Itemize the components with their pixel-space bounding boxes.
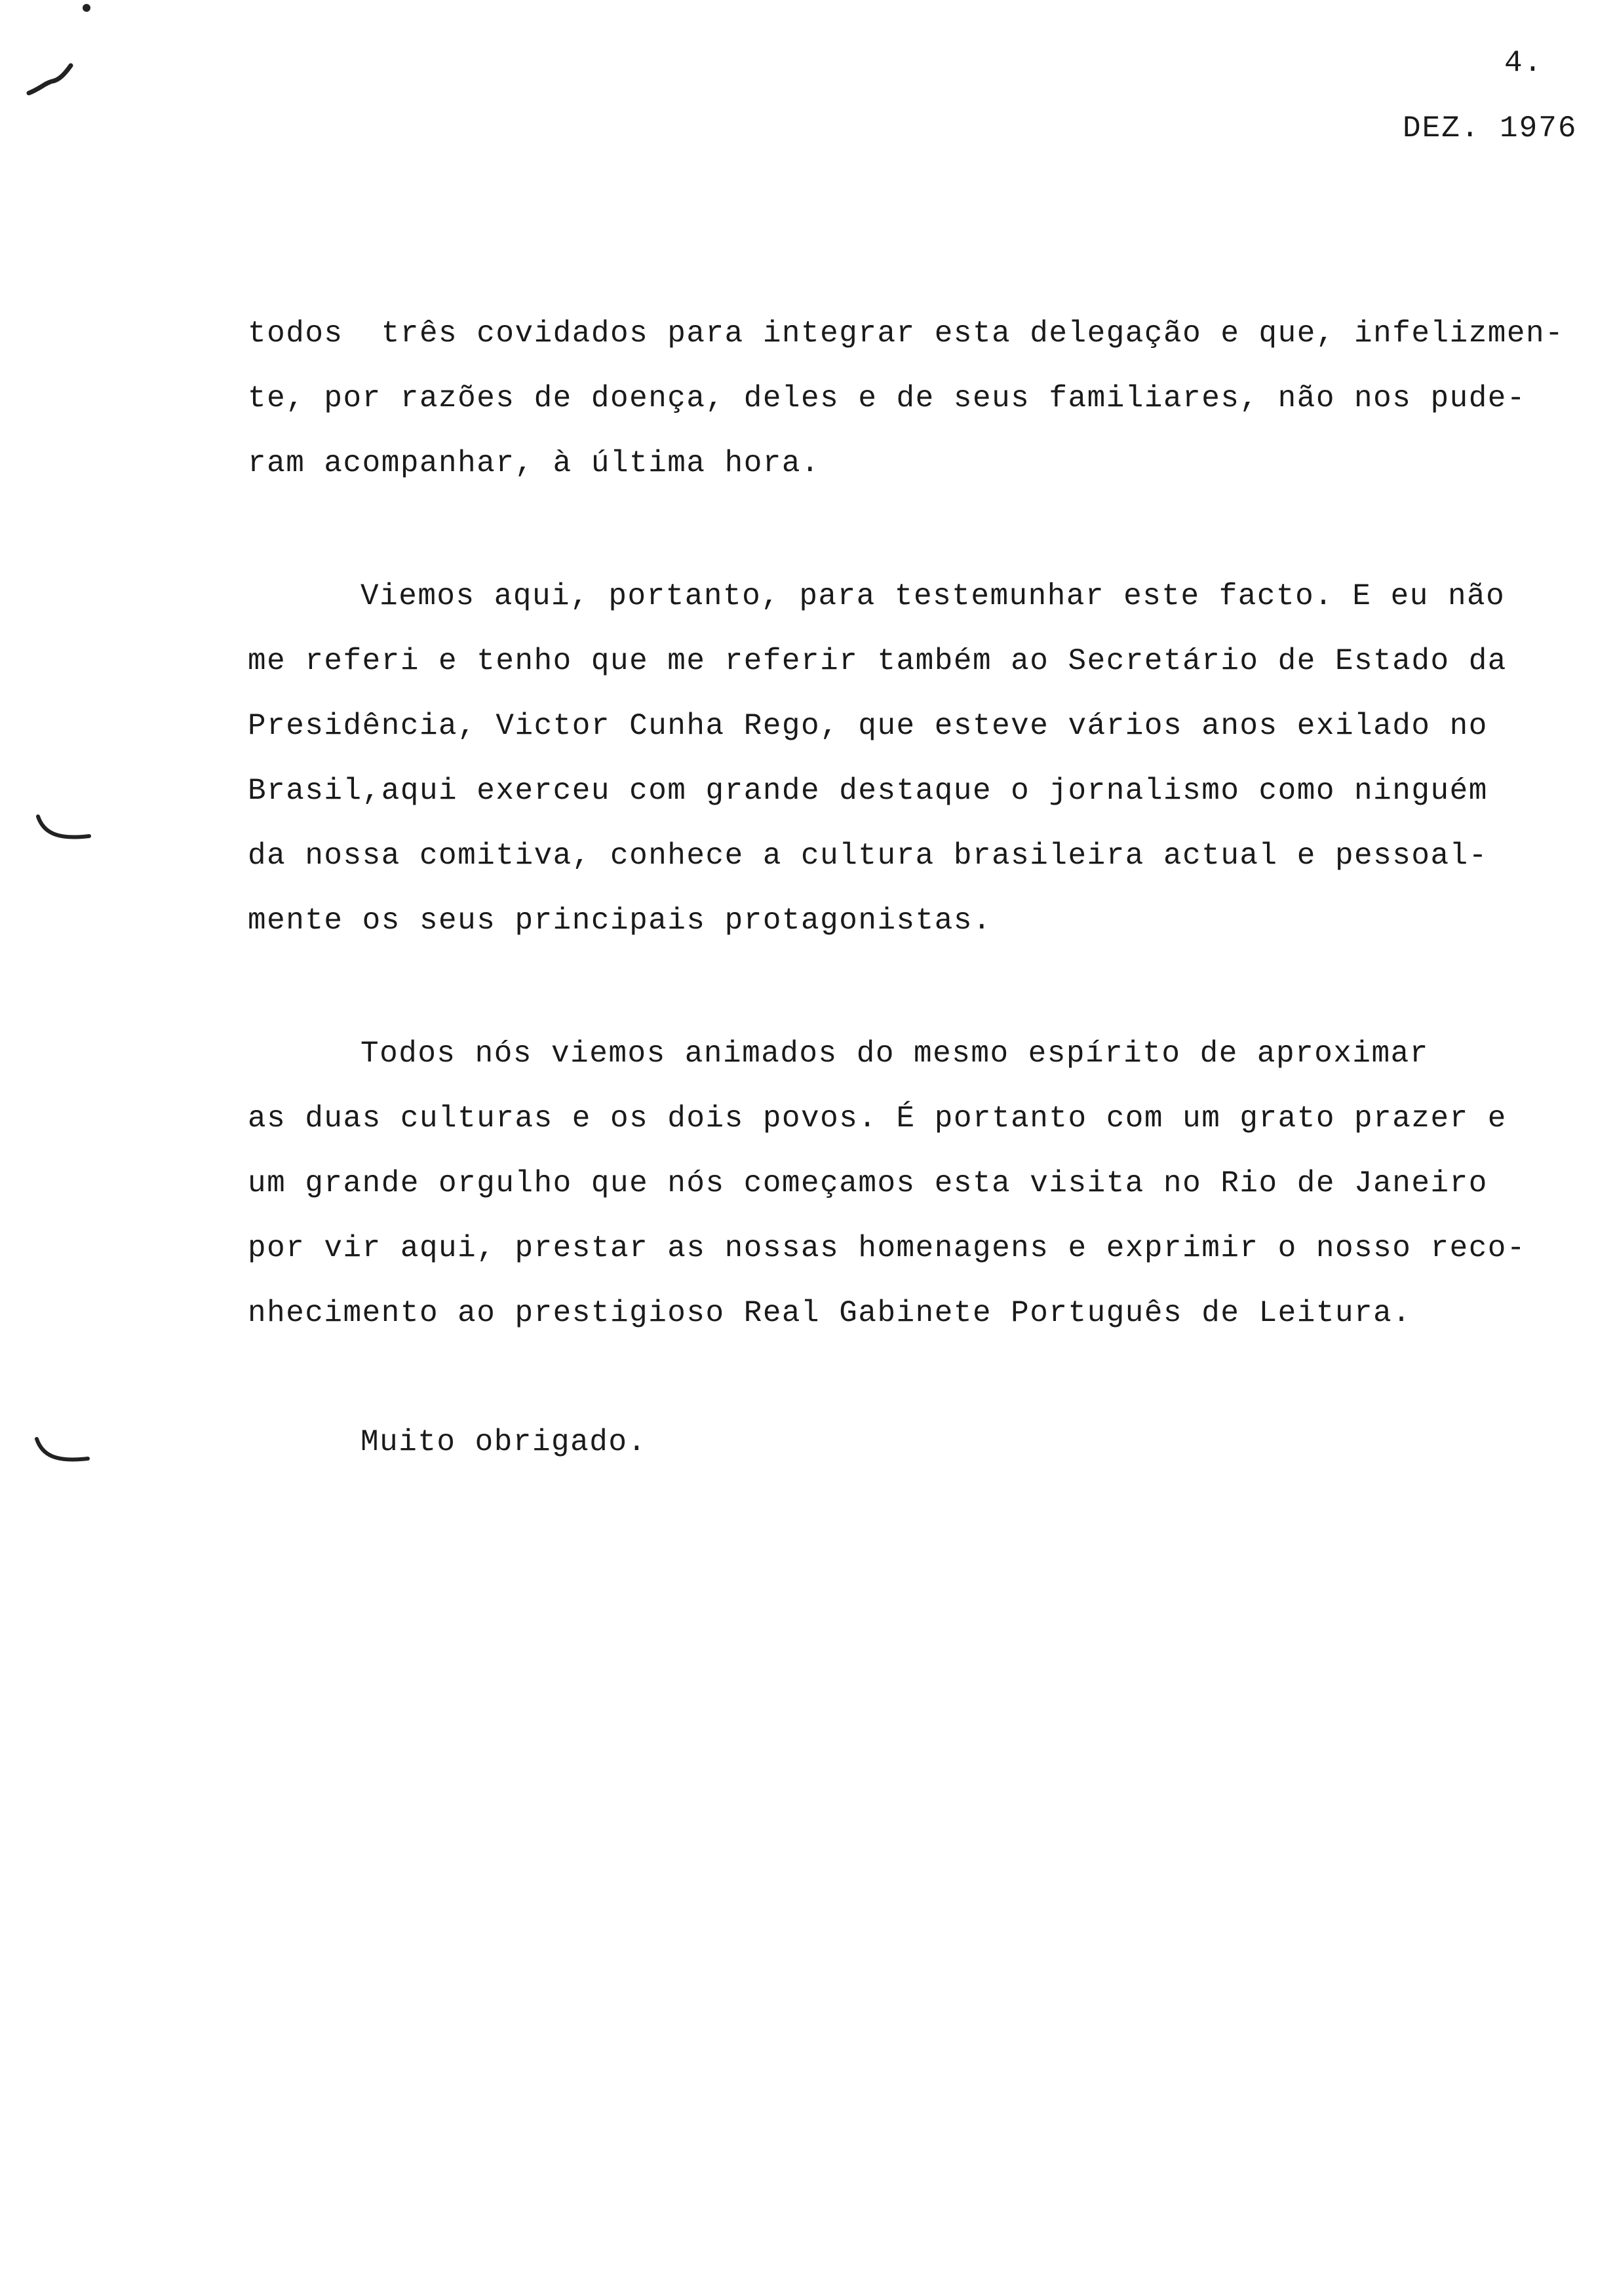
paragraph-3 bbox=[248, 1022, 1598, 1346]
closing-paragraph bbox=[248, 1410, 1598, 1475]
margin-curve-mark-upper bbox=[34, 813, 93, 852]
paragraph-2 bbox=[248, 564, 1598, 953]
text-line: mente os seus principais protagonistas. bbox=[248, 904, 992, 938]
margin-curve-mark-lower bbox=[33, 1435, 92, 1474]
text-line: um grande orgulho que nós começamos esta visita no Rio de Janeiro bbox=[248, 1166, 1488, 1200]
margin-dot-mark bbox=[80, 1, 93, 14]
paragraph-1 bbox=[248, 301, 1598, 496]
closing-line: Muito obrigado. bbox=[360, 1425, 647, 1459]
text-line: te, por razões de doença, deles e de seus familiares, não nos pude- bbox=[248, 381, 1527, 415]
document-body bbox=[248, 301, 1598, 1475]
text-line: Brasil,aqui exerceu com grande destaque o jornalismo como ninguém bbox=[248, 774, 1488, 808]
margin-tick-mark bbox=[26, 60, 73, 100]
text-line: ram acompanhar, à última hora. bbox=[248, 446, 821, 480]
text-line: as duas culturas e os dois povos. É portanto com um grato prazer e bbox=[248, 1101, 1507, 1136]
text-line: me referi e tenho que me referir também ao Secretário de Estado da bbox=[248, 644, 1507, 678]
page-number: 4. bbox=[1504, 46, 1544, 80]
text-line: Presidência, Victor Cunha Rego, que esteve vários anos exilado no bbox=[248, 709, 1488, 743]
text-line: da nossa comitiva, conhece a cultura brasileira actual e pessoal- bbox=[248, 839, 1488, 873]
text-line: todos três covidados para integrar esta delegação e que, infelizmen- bbox=[248, 316, 1565, 351]
text-line: por vir aqui, prestar as nossas homenagens e exprimir o nosso reco- bbox=[248, 1231, 1527, 1265]
page-date: DEZ. 1976 bbox=[1403, 111, 1578, 145]
text-line: Todos nós viemos animados do mesmo espírito de aproximar bbox=[360, 1037, 1429, 1071]
text-line: nhecimento ao prestigioso Real Gabinete Português de Leitura. bbox=[248, 1296, 1412, 1330]
text-line: Viemos aqui, portanto, para testemunhar este facto. E eu não bbox=[360, 579, 1506, 613]
